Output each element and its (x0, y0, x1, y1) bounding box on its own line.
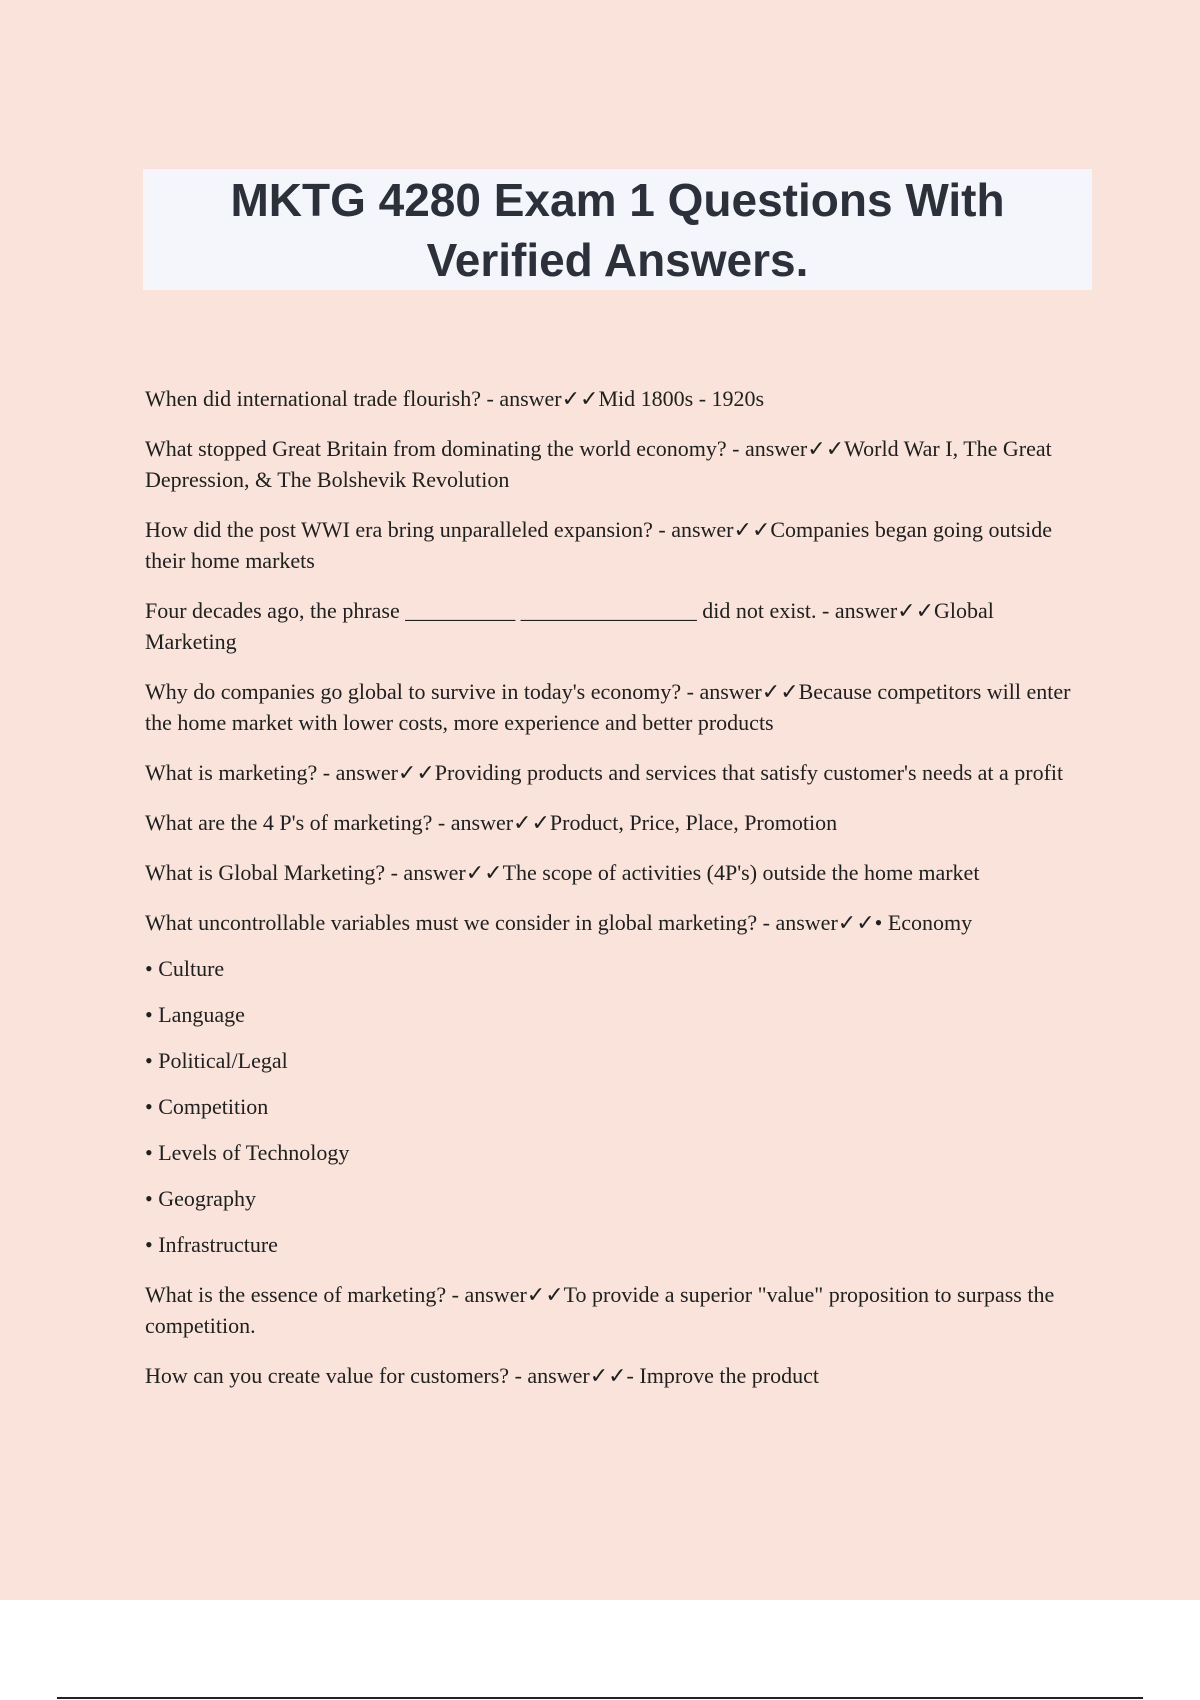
bullet-item: • Competition (145, 1094, 269, 1119)
qa-entry: How did the post WWI era bring unparalleled expansion? - answer✓✓Companies began going outside their home markets (145, 517, 1053, 573)
page-divider (57, 1697, 1143, 1699)
bullet-item: • Geography (145, 1186, 256, 1211)
qa-entry: When did international trade flourish? - answer✓✓Mid 1800s - 1920s (145, 386, 765, 411)
document-title: MKTG 4280 Exam 1 Questions With Verified Answers. (230, 173, 1005, 286)
qa-entry: What is Global Marketing? - answer✓✓The scope of activities (4P's) outside the home market (145, 860, 980, 885)
qa-entry: What stopped Great Britain from dominating the world economy? - answer✓✓World War I, The Great Depression, & The Bolshevik Revolution (145, 436, 1052, 492)
qa-entry: How can you create value for customers? - answer✓✓- Improve the product (145, 1363, 819, 1388)
qa-entry: What uncontrollable variables must we consider in global marketing? - answer✓✓• Economy (145, 910, 973, 935)
qa-entry: What are the 4 P's of marketing? - answer✓✓Product, Price, Place, Promotion (145, 810, 838, 835)
qa-entry: What is marketing? - answer✓✓Providing products and services that satisfy customer's needs at a profit (145, 760, 1064, 785)
qa-entry: Four decades ago, the phrase __________ ________________ did not exist. - answer✓✓Global Marketing (145, 598, 994, 654)
qa-list (145, 383, 1090, 1410)
bullet-item: • Culture (145, 956, 225, 981)
bullet-item: • Political/Legal (145, 1048, 288, 1073)
bullet-item: • Infrastructure (145, 1232, 278, 1257)
title-banner (143, 169, 1092, 290)
qa-entry: What is the essence of marketing? - answer✓✓To provide a superior "value" proposition to surpass the competition. (145, 1282, 1055, 1338)
qa-entry: Why do companies go global to survive in today's economy? - answer✓✓Because competitors will enter the home market with lower costs, more experience and better products (145, 679, 1071, 735)
bullet-item: • Language (145, 1002, 245, 1027)
bullet-item: • Levels of Technology (145, 1140, 350, 1165)
